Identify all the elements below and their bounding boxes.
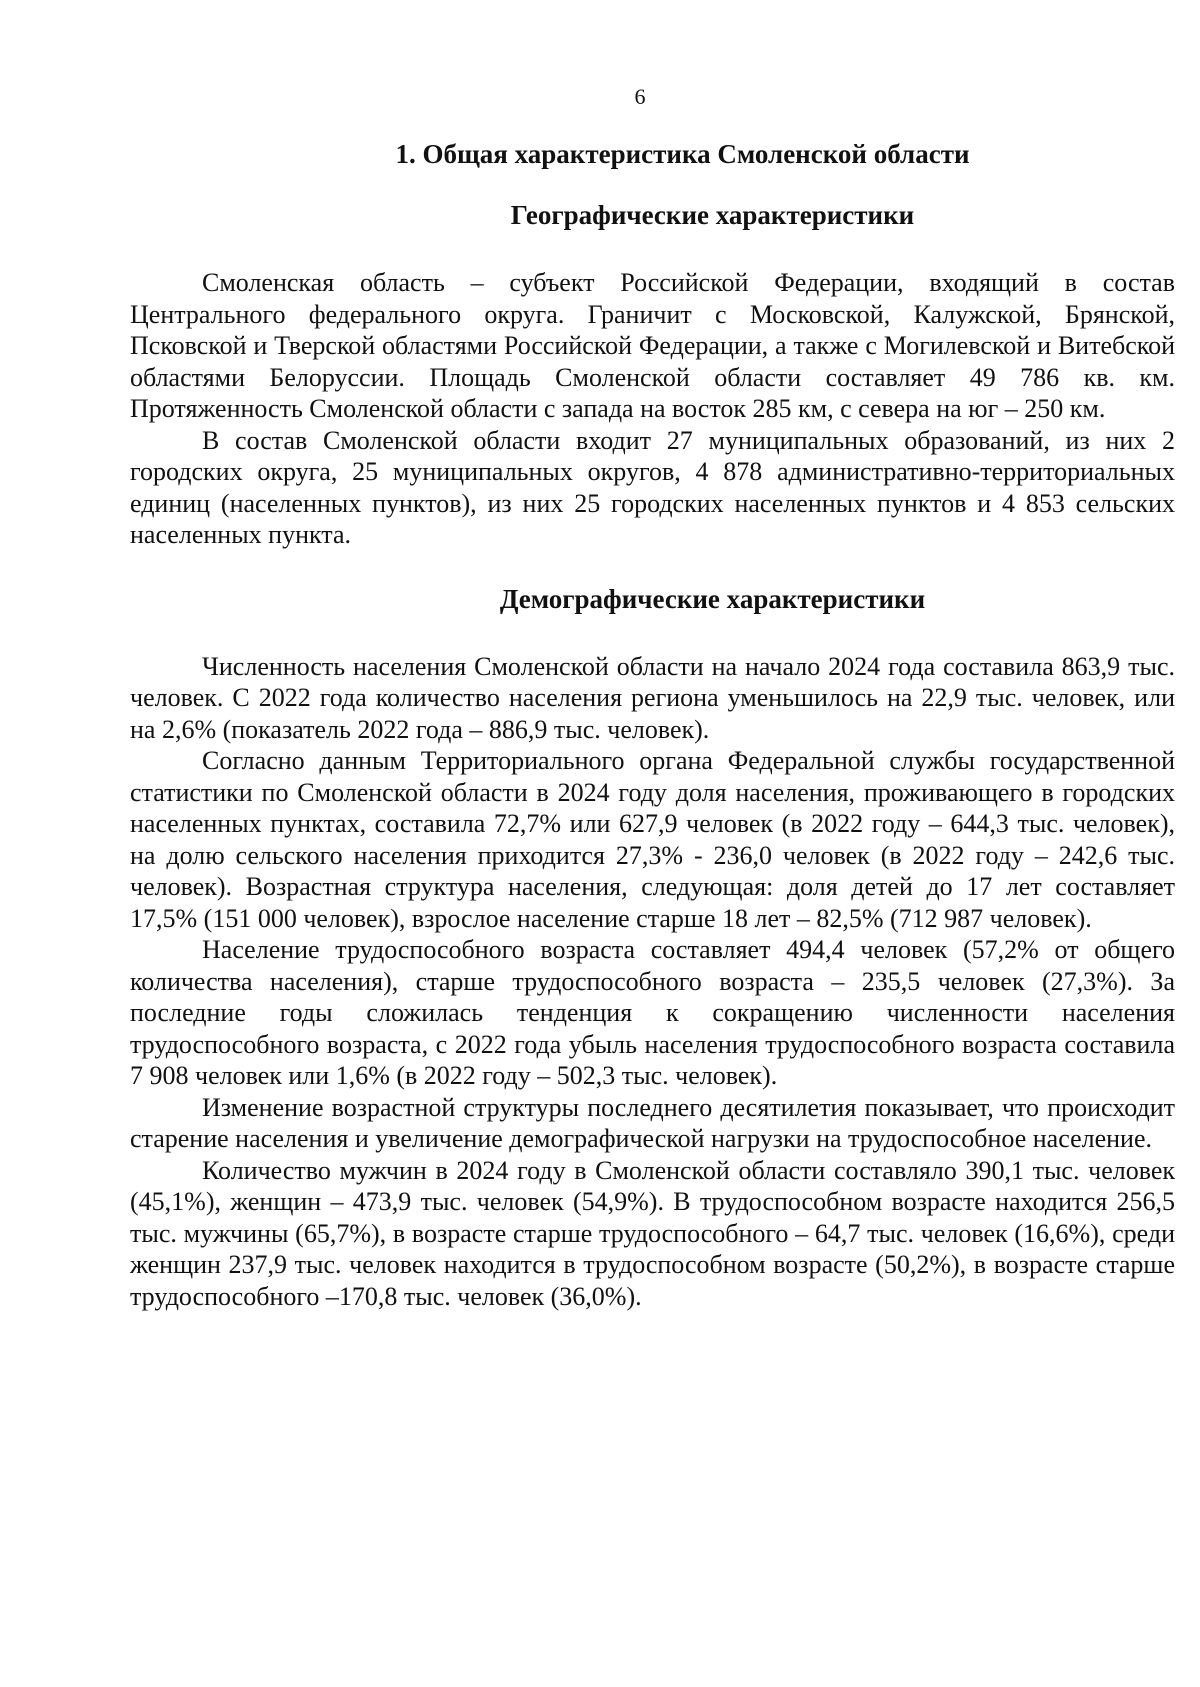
demography-section — [130, 581, 1175, 1313]
demography-heading: Демографические характеристики — [499, 583, 926, 614]
page-content — [130, 130, 1175, 1312]
page-number: 6 — [634, 84, 646, 109]
demography-paragraph-3: Население трудоспособного возраста составляет 494,4 человек (57,2% от общего количества населения), старше трудоспособного возраста – 235,5 человек (27,3%). За последние годы сложилась тенденция к сокращению численности населения трудоспособного возраста, с 2022 года убыль населения трудоспособного возраста составила 7 908 человек или 1,6% (в 2022 году – 502,3 тыс. человек). — [130, 935, 1175, 1090]
geography-paragraph-1: Смоленская область – субъект Российской Федерации, входящий в состав Центрального федерального округа. Граничит с Московской, Калужской, Брянской, Псковской и Тверской областями Российской Федерации, а также с Могилевской и Витебской областями Белоруссии. Площадь Смоленской области составляет 49 786 кв. км. Протяженность Смоленской области с запада на восток 285 км, с севера на юг – 250 км. — [130, 268, 1175, 423]
demography-paragraph-2: Согласно данным Территориального органа Федеральной службы государственной статистики по Смоленской области в 2024 году доля населения, проживающего в городских населенных пунктах, составила 72,7% или 627,9 человек (в 2022 году – 644,3 тыс. человек), на долю сельского населения приходится 27,3% - 236,0 человек (в 2022 году – 242,6 тыс. человек). Возрастная структура населения, следующая: доля детей до 17 лет составляет 17,5% (151 000 человек), взрослое население старше 18 лет – 82,5% (712 987 человек). — [130, 746, 1175, 933]
geography-section — [130, 197, 1175, 551]
demography-paragraph-4: Изменение возрастной структуры последнего десятилетия показывает, что происходит старение населения и увеличение демографической нагрузки на трудоспособное население. — [130, 1092, 1175, 1153]
demography-paragraph-1: Численность населения Смоленской области на начало 2024 года составила 863,9 тыс. человек. С 2022 года количество населения региона уменьшилось на 22,9 тыс. человек, или на 2,6% (показатель 2022 года – 886,9 тыс. человек). — [130, 651, 1175, 744]
chapter-title: 1. Общая характеристика Смоленской области — [395, 139, 970, 169]
geography-heading: Географические характеристики — [510, 200, 915, 230]
geography-paragraph-2: В состав Смоленской области входит 27 муниципальных образований, из них 2 городских округа, 25 муниципальных округов, 4 878 административно-территориальных единиц (населенных пунктов), из них 25 городских населенных пунктов и 4 853 сельских населенных пункта. — [130, 425, 1175, 549]
demography-paragraph-5: Количество мужчин в 2024 году в Смоленской области составляло 390,1 тыс. человек (45,1%), женщин – 473,9 тыс. человек (54,9%). В трудоспособном возрасте находится 256,5 тыс. мужчины (65,7%), в возрасте старше трудоспособного – 64,7 тыс. человек (16,6%), среди женщин 237,9 тыс. человек находится в трудоспособном возрасте (50,2%), в возрасте старше трудоспособного –170,8 тыс. человек (36,0%). — [130, 1155, 1175, 1311]
